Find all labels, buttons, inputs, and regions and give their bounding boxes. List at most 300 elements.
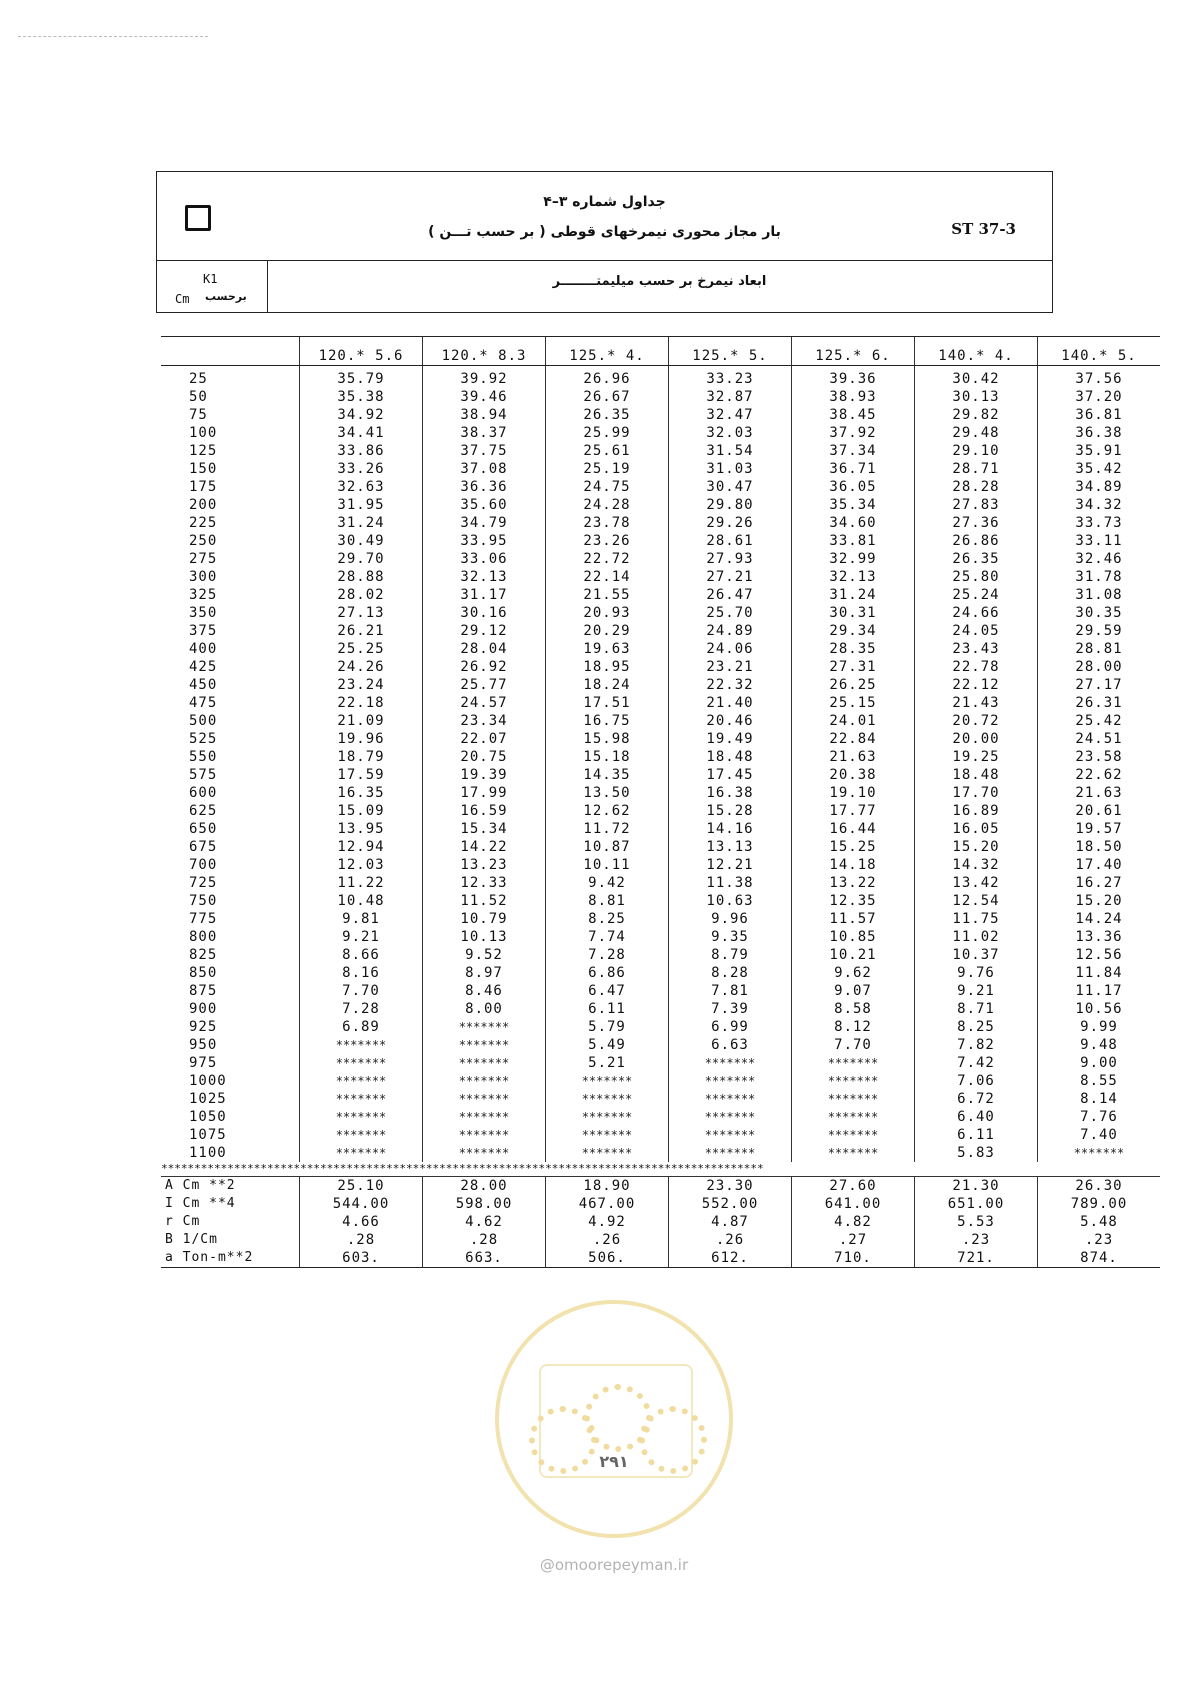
- load-value: 22.62: [1038, 766, 1161, 784]
- k-value: 1075: [189, 1127, 227, 1143]
- property-value: 23.30: [669, 1177, 792, 1196]
- load-value: 5.21: [546, 1054, 669, 1072]
- load-value: 33.73: [1038, 514, 1161, 532]
- load-value: 8.00: [423, 1000, 546, 1018]
- table-row: [161, 460, 1160, 478]
- load-value: 22.18: [300, 694, 423, 712]
- k-value: 700: [189, 857, 218, 873]
- load-value: 17.40: [1038, 856, 1161, 874]
- load-value: 21.43: [915, 694, 1038, 712]
- table-row: [161, 928, 1160, 946]
- table-row: [161, 874, 1160, 892]
- property-label: a Ton-m**2: [161, 1249, 300, 1268]
- property-value: 544.00: [300, 1195, 423, 1213]
- load-value: 29.10: [915, 442, 1038, 460]
- k-value: 800: [189, 929, 218, 945]
- load-value: 16.59: [423, 802, 546, 820]
- k-value: 375: [189, 623, 218, 639]
- load-value: 28.00: [1038, 658, 1161, 676]
- load-value: 14.18: [792, 856, 915, 874]
- load-value: 33.11: [1038, 532, 1161, 550]
- load-value: 27.17: [1038, 676, 1161, 694]
- load-value: 11.72: [546, 820, 669, 838]
- table-header-box: [156, 171, 1053, 313]
- load-value: 9.52: [423, 946, 546, 964]
- load-value: 34.79: [423, 514, 546, 532]
- load-value: 32.13: [792, 568, 915, 586]
- property-value: .23: [1038, 1231, 1161, 1249]
- property-label: I Cm **4: [165, 1196, 236, 1211]
- load-value: 38.37: [423, 424, 546, 442]
- k-value: 50: [189, 389, 208, 405]
- load-value: *******: [669, 1144, 792, 1162]
- load-value: 39.92: [423, 366, 546, 389]
- load-value: 23.26: [546, 532, 669, 550]
- load-value: *******: [792, 1054, 915, 1072]
- load-value: 33.86: [300, 442, 423, 460]
- table-row: [161, 784, 1160, 802]
- property-value: 5.48: [1038, 1213, 1161, 1231]
- table-row: [161, 694, 1160, 712]
- load-value: 19.57: [1038, 820, 1161, 838]
- load-value: 9.35: [669, 928, 792, 946]
- k-value: 350: [189, 605, 218, 621]
- load-value: 33.06: [423, 550, 546, 568]
- load-value: 12.03: [300, 856, 423, 874]
- load-value: 36.71: [792, 460, 915, 478]
- load-value: 25.77: [423, 676, 546, 694]
- load-value: 23.78: [546, 514, 669, 532]
- load-value: 21.63: [1038, 784, 1161, 802]
- load-value: 9.07: [792, 982, 915, 1000]
- property-value: .28: [423, 1231, 546, 1249]
- load-value: *******: [546, 1126, 669, 1144]
- load-value: 39.46: [423, 388, 546, 406]
- load-value: 34.60: [792, 514, 915, 532]
- load-value: 25.80: [915, 568, 1038, 586]
- load-value: 7.74: [546, 928, 669, 946]
- table-description-title: بار مجاز محوری نیمرخهای قوطی ( بر حسب تـــن ): [428, 224, 781, 240]
- property-value: .28: [300, 1231, 423, 1249]
- load-value: 10.11: [546, 856, 669, 874]
- load-value: *******: [792, 1090, 915, 1108]
- load-value: 19.49: [669, 730, 792, 748]
- load-value: 6.99: [669, 1018, 792, 1036]
- load-value: 26.47: [669, 586, 792, 604]
- table-row: [161, 604, 1160, 622]
- load-value: 9.48: [1038, 1036, 1161, 1054]
- load-value: *******: [423, 1054, 546, 1072]
- table-row: [161, 1072, 1160, 1090]
- k-value: 250: [189, 533, 218, 549]
- load-value: 9.99: [1038, 1018, 1161, 1036]
- property-value: 18.90: [546, 1177, 669, 1196]
- load-value: *******: [423, 1036, 546, 1054]
- column-header: 140.* 5.: [1038, 337, 1161, 366]
- load-value: 37.92: [792, 424, 915, 442]
- table-row: [161, 892, 1160, 910]
- load-value: 14.22: [423, 838, 546, 856]
- load-value: 37.08: [423, 460, 546, 478]
- property-value: 651.00: [915, 1195, 1038, 1213]
- load-value: 38.94: [423, 406, 546, 424]
- load-value: *******: [792, 1144, 915, 1162]
- load-value: 26.92: [423, 658, 546, 676]
- k-value: 175: [189, 479, 218, 495]
- scan-artifact: [18, 36, 208, 39]
- table-row: [161, 442, 1160, 460]
- separator-stars: *******************************************************************************************: [161, 1162, 1160, 1177]
- load-value: 14.35: [546, 766, 669, 784]
- load-value: 13.23: [423, 856, 546, 874]
- table-row: [161, 424, 1160, 442]
- separator-row: [161, 1162, 1160, 1177]
- load-value: *******: [423, 1144, 546, 1162]
- load-value: 17.51: [546, 694, 669, 712]
- property-value: 552.00: [669, 1195, 792, 1213]
- load-value: 27.83: [915, 496, 1038, 514]
- column-header-row: [161, 337, 1160, 366]
- load-value: *******: [792, 1072, 915, 1090]
- property-value: 4.62: [423, 1213, 546, 1231]
- property-value: 4.66: [300, 1213, 423, 1231]
- load-value: 34.41: [300, 424, 423, 442]
- column-header: 125.* 4.: [546, 337, 669, 366]
- watermark-logo: [495, 1300, 733, 1574]
- load-value: 15.98: [546, 730, 669, 748]
- load-value: 17.59: [300, 766, 423, 784]
- property-value: 663.: [423, 1249, 546, 1268]
- load-value: 24.57: [423, 694, 546, 712]
- k-value: 550: [189, 749, 218, 765]
- load-value: 15.20: [1038, 892, 1161, 910]
- load-value: 34.89: [1038, 478, 1161, 496]
- load-value: *******: [423, 1126, 546, 1144]
- property-value: 21.30: [915, 1177, 1038, 1196]
- property-value: 874.: [1038, 1249, 1161, 1268]
- load-value: 23.24: [300, 676, 423, 694]
- table-row: [161, 1054, 1160, 1072]
- table-row: [161, 496, 1160, 514]
- load-value: 5.49: [546, 1036, 669, 1054]
- load-value: 24.89: [669, 622, 792, 640]
- load-value: 26.96: [546, 366, 669, 389]
- load-value: 25.70: [669, 604, 792, 622]
- load-value: 6.72: [915, 1090, 1038, 1108]
- k-value: 750: [189, 893, 218, 909]
- table-row: [161, 676, 1160, 694]
- k-value: 1100: [189, 1145, 227, 1161]
- load-value: 11.57: [792, 910, 915, 928]
- load-value: 10.13: [423, 928, 546, 946]
- load-value: 32.87: [669, 388, 792, 406]
- table-row: [161, 622, 1160, 640]
- load-value: 21.40: [669, 694, 792, 712]
- page-number: ۲۹۱: [599, 1452, 629, 1471]
- load-value: 7.28: [546, 946, 669, 964]
- load-value: 16.35: [300, 784, 423, 802]
- load-value: 12.62: [546, 802, 669, 820]
- load-value: 27.21: [669, 568, 792, 586]
- k-value: 150: [189, 461, 218, 477]
- load-value: 17.77: [792, 802, 915, 820]
- load-value: 22.72: [546, 550, 669, 568]
- table-row: [161, 586, 1160, 604]
- load-value: 19.63: [546, 640, 669, 658]
- table-row: [161, 712, 1160, 730]
- table-row: [161, 532, 1160, 550]
- property-value: 4.87: [669, 1213, 792, 1231]
- load-value: 22.78: [915, 658, 1038, 676]
- load-value: 28.04: [423, 640, 546, 658]
- load-value: 33.23: [669, 366, 792, 389]
- load-value: 31.54: [669, 442, 792, 460]
- load-value: 9.76: [915, 964, 1038, 982]
- load-value: 27.31: [792, 658, 915, 676]
- load-value: 24.06: [669, 640, 792, 658]
- load-value: 33.81: [792, 532, 915, 550]
- load-value: 24.75: [546, 478, 669, 496]
- load-value: *******: [669, 1054, 792, 1072]
- k-value: 225: [189, 515, 218, 531]
- k-value: 725: [189, 875, 218, 891]
- load-value: 22.32: [669, 676, 792, 694]
- load-value: 14.24: [1038, 910, 1161, 928]
- section-property-row: [161, 1177, 1160, 1196]
- load-value: 8.25: [546, 910, 669, 928]
- column-header: 120.* 5.6: [300, 337, 423, 366]
- column-header: 125.* 6.: [792, 337, 915, 366]
- load-value: 10.37: [915, 946, 1038, 964]
- load-value: 37.56: [1038, 366, 1161, 389]
- load-value: *******: [546, 1108, 669, 1126]
- load-value: 26.35: [546, 406, 669, 424]
- load-value: 28.02: [300, 586, 423, 604]
- load-value: *******: [792, 1108, 915, 1126]
- load-value: 26.67: [546, 388, 669, 406]
- load-value: *******: [546, 1144, 669, 1162]
- load-value: 26.35: [915, 550, 1038, 568]
- k-value: 1000: [189, 1073, 227, 1089]
- load-value: 31.17: [423, 586, 546, 604]
- header-title-area: [157, 172, 1052, 261]
- load-value: 20.00: [915, 730, 1038, 748]
- load-value: 19.96: [300, 730, 423, 748]
- load-value: 20.29: [546, 622, 669, 640]
- load-value: 11.02: [915, 928, 1038, 946]
- load-value: 11.22: [300, 874, 423, 892]
- column-header: 125.* 5.: [669, 337, 792, 366]
- table-row: [161, 568, 1160, 586]
- load-value: 22.12: [915, 676, 1038, 694]
- k-value: 950: [189, 1037, 218, 1053]
- load-value: 9.81: [300, 910, 423, 928]
- table-row: [161, 982, 1160, 1000]
- load-value: 9.21: [915, 982, 1038, 1000]
- load-value: 10.63: [669, 892, 792, 910]
- load-value: 31.24: [792, 586, 915, 604]
- load-value: 15.09: [300, 802, 423, 820]
- table-row: [161, 1018, 1160, 1036]
- load-value: 35.91: [1038, 442, 1161, 460]
- load-value: 11.17: [1038, 982, 1161, 1000]
- k-value: 875: [189, 983, 218, 999]
- load-value: 10.56: [1038, 1000, 1161, 1018]
- unit-persian-label: برحسب: [205, 290, 247, 303]
- table-row: [161, 838, 1160, 856]
- property-value: 5.53: [915, 1213, 1038, 1231]
- k-value: 575: [189, 767, 218, 783]
- load-value: 32.13: [423, 568, 546, 586]
- k-value: 475: [189, 695, 218, 711]
- property-value: 721.: [915, 1249, 1038, 1268]
- k-value: 825: [189, 947, 218, 963]
- load-value: 26.86: [915, 532, 1038, 550]
- load-value: 17.99: [423, 784, 546, 802]
- load-value: *******: [300, 1144, 423, 1162]
- load-value: 18.50: [1038, 838, 1161, 856]
- load-value: *******: [792, 1126, 915, 1144]
- load-value: *******: [1038, 1144, 1161, 1162]
- property-label: r Cm: [165, 1214, 201, 1229]
- k-value: 325: [189, 587, 218, 603]
- load-value: 6.86: [546, 964, 669, 982]
- load-value: 28.35: [792, 640, 915, 658]
- k-value: 300: [189, 569, 218, 585]
- load-value: 29.34: [792, 622, 915, 640]
- load-value: 20.61: [1038, 802, 1161, 820]
- load-value: 13.13: [669, 838, 792, 856]
- load-value: 9.62: [792, 964, 915, 982]
- load-value: 15.34: [423, 820, 546, 838]
- k-value: 200: [189, 497, 218, 513]
- table-row: [161, 766, 1160, 784]
- load-value: 10.48: [300, 892, 423, 910]
- table-row: [161, 1126, 1160, 1144]
- load-value: 13.42: [915, 874, 1038, 892]
- load-value: 29.82: [915, 406, 1038, 424]
- load-value: 29.48: [915, 424, 1038, 442]
- property-value: 4.92: [546, 1213, 669, 1231]
- load-value: 27.13: [300, 604, 423, 622]
- property-value: 612.: [669, 1249, 792, 1268]
- load-value: 36.81: [1038, 406, 1161, 424]
- load-value: *******: [669, 1126, 792, 1144]
- property-value: 467.00: [546, 1195, 669, 1213]
- load-value: 27.36: [915, 514, 1038, 532]
- load-value: 22.07: [423, 730, 546, 748]
- load-value: 23.34: [423, 712, 546, 730]
- load-value: 31.95: [300, 496, 423, 514]
- load-value: 20.38: [792, 766, 915, 784]
- property-value: 641.00: [792, 1195, 915, 1213]
- load-value: 22.84: [792, 730, 915, 748]
- load-value: 32.99: [792, 550, 915, 568]
- load-value: *******: [300, 1036, 423, 1054]
- load-value: 11.84: [1038, 964, 1161, 982]
- load-value: 18.48: [915, 766, 1038, 784]
- load-value: 11.52: [423, 892, 546, 910]
- load-value: 7.42: [915, 1054, 1038, 1072]
- load-value: 7.70: [792, 1036, 915, 1054]
- property-value: 26.30: [1038, 1177, 1161, 1196]
- load-value: 13.36: [1038, 928, 1161, 946]
- load-value: 30.49: [300, 532, 423, 550]
- table-row: [161, 910, 1160, 928]
- load-value: *******: [300, 1108, 423, 1126]
- load-value: 13.50: [546, 784, 669, 802]
- load-value: 12.94: [300, 838, 423, 856]
- load-value: 15.25: [792, 838, 915, 856]
- load-value: 12.35: [792, 892, 915, 910]
- table-number-title: جداول شماره ۳–۴: [543, 194, 666, 210]
- load-value: 19.39: [423, 766, 546, 784]
- k-value: 425: [189, 659, 218, 675]
- load-value: 7.06: [915, 1072, 1038, 1090]
- load-value: 30.31: [792, 604, 915, 622]
- load-value: *******: [423, 1090, 546, 1108]
- load-value: 9.21: [300, 928, 423, 946]
- section-property-row: [161, 1213, 1160, 1231]
- load-value: 36.36: [423, 478, 546, 496]
- k-value: 400: [189, 641, 218, 657]
- load-value: 17.70: [915, 784, 1038, 802]
- load-value: 8.97: [423, 964, 546, 982]
- load-value: *******: [423, 1072, 546, 1090]
- load-value: 6.63: [669, 1036, 792, 1054]
- cm-unit-label: Cm: [175, 292, 190, 306]
- load-value: 32.47: [669, 406, 792, 424]
- load-value: 30.47: [669, 478, 792, 496]
- k-value: 525: [189, 731, 218, 747]
- load-value: 6.89: [300, 1018, 423, 1036]
- property-value: 4.82: [792, 1213, 915, 1231]
- load-value: 36.05: [792, 478, 915, 496]
- load-value: 29.59: [1038, 622, 1161, 640]
- table-row: [161, 1108, 1160, 1126]
- table-body: [161, 366, 1160, 1268]
- load-value: 24.51: [1038, 730, 1161, 748]
- column-header: 140.* 4.: [915, 337, 1038, 366]
- load-value: 29.80: [669, 496, 792, 514]
- load-value: 25.42: [1038, 712, 1161, 730]
- load-value: 26.21: [300, 622, 423, 640]
- load-value: 8.58: [792, 1000, 915, 1018]
- load-value: 10.21: [792, 946, 915, 964]
- load-value: 38.93: [792, 388, 915, 406]
- table-row: [161, 730, 1160, 748]
- load-value: 30.13: [915, 388, 1038, 406]
- load-value: 19.10: [792, 784, 915, 802]
- load-value: *******: [300, 1054, 423, 1072]
- load-value: 21.09: [300, 712, 423, 730]
- k-value: 775: [189, 911, 218, 927]
- load-value: *******: [300, 1090, 423, 1108]
- table-row: [161, 964, 1160, 982]
- load-value: *******: [423, 1108, 546, 1126]
- load-value: 8.12: [792, 1018, 915, 1036]
- table-row: [161, 946, 1160, 964]
- load-value: 23.21: [669, 658, 792, 676]
- table-row: [161, 366, 1160, 389]
- load-value: 18.24: [546, 676, 669, 694]
- load-value: 25.99: [546, 424, 669, 442]
- k-value: 75: [189, 407, 208, 423]
- load-value: 7.81: [669, 982, 792, 1000]
- k-value: 25: [189, 371, 208, 387]
- k-value: 1025: [189, 1091, 227, 1107]
- property-value: 603.: [300, 1249, 423, 1268]
